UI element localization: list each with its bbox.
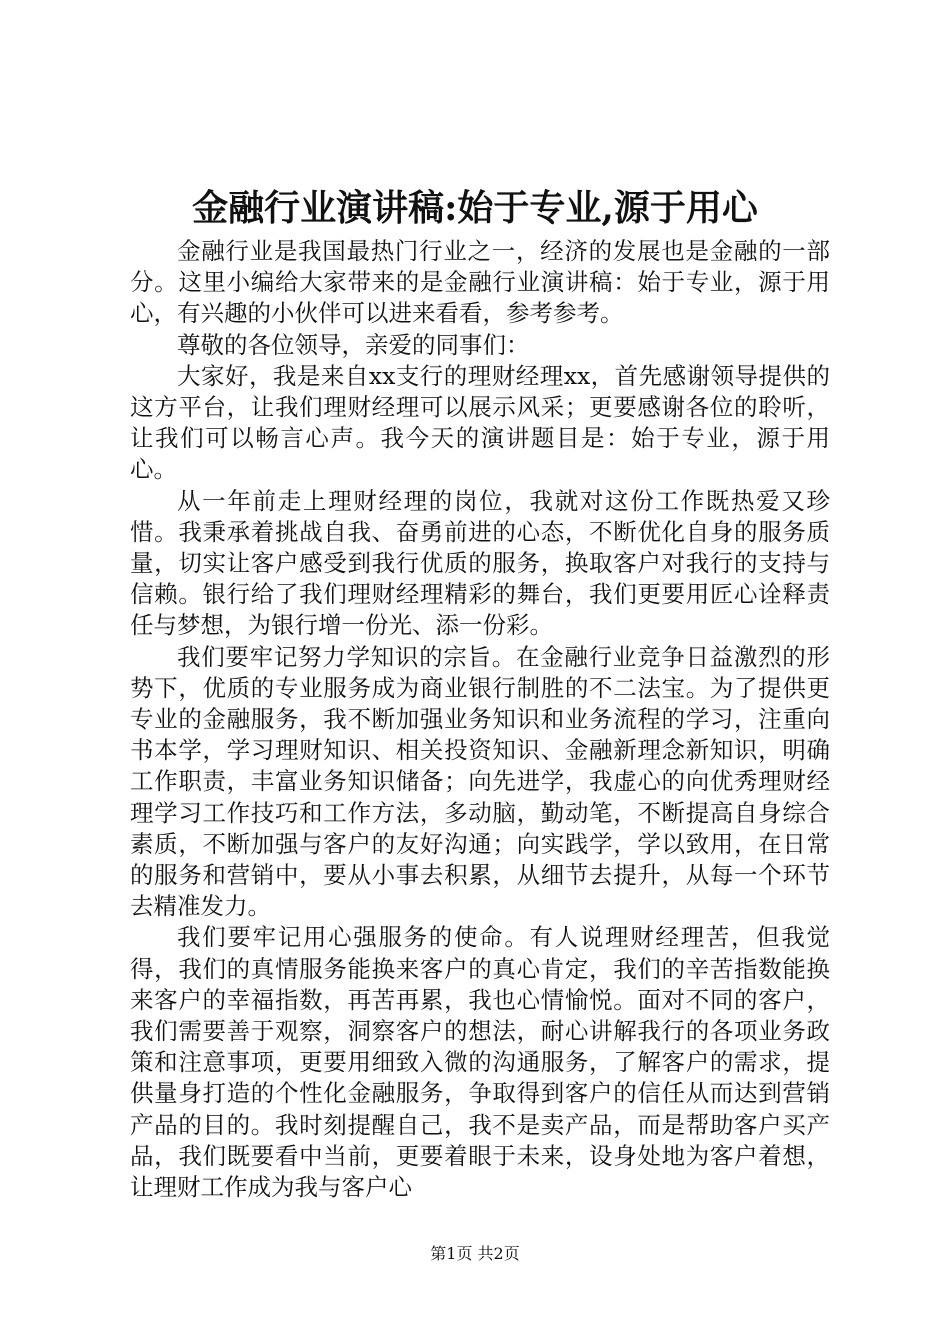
paragraph-salutation: 尊敬的各位领导，亲爱的同事们： — [177, 330, 530, 359]
paragraph-career: 从一年前走上理财经理的岗位，我就对这份工作既热爱又珍惜。我秉承着挑战自我、奋勇前进的心态，不断优化自身的服务质量，切实让客户感受到我行优质的服务，换取客户对我行的支持与信赖。银行给了我们理财经理精彩的舞台，我们更要用匠心诠释责任与梦想，为银行增一份光、添一份彩。 — [130, 486, 830, 640]
paragraph-intro: 金融行业是我国最热门行业之一，经济的发展也是金融的一部分。这里小编给大家带来的是金融行业演讲稿：始于专业，源于用心，有兴趣的小伙伴可以进来看看，参考参考。 — [130, 237, 830, 328]
page-footer: 第1页 共2页 — [430, 1244, 520, 1263]
paragraph-knowledge: 我们要牢记努力学知识的宗旨。在金融行业竞争日益激烈的形势下，优质的专业服务成为商业银行制胜的不二法宝。为了提供更专业的金融服务，我不断加强业务知识和业务流程的学习，注重向书本学，学习理财知识、相关投资知识、金融新理念新知识，明确工作职责，丰富业务知识储备；向先进学，我虚心的向优秀理财经理学习工作技巧和工作方法，多动脑，勤动笔，不断提高自身综合素质，不断加强与客户的友好沟通；向实践学，学以致用，在日常的服务和营销中，要从小事去积累，从细节去提升，从每一个环节去精准发力。 — [130, 642, 830, 921]
paragraph-service: 我们要牢记用心强服务的使命。有人说理财经理苦，但我觉得，我们的真情服务能换来客户的真心肯定，我们的辛苦指数能换来客户的幸福指数，再苦再累，我也心情愉悦。面对不同的客户，我们需要善于观察，洞察客户的想法，耐心讲解我行的各项业务政策和注意事项，更要用细致入微的沟通服务，了解客户的需求，提供量身打造的个性化金融服务，争取得到客户的信任从而达到营销产品的目的。我时刻提醒自己，我不是卖产品，而是帮助客户买产品，我们既要看中当前，更要着眼于未来，设身处地为客户着想，让理财工作成为我与客户心 — [130, 923, 830, 1202]
document-body — [130, 236, 830, 1203]
document-title: 金融行业演讲稿:始于专业,源于用心 — [192, 187, 758, 229]
paragraph-greeting: 大家好，我是来自xx支行的理财经理xx，首先感谢领导提供的这方平台，让我们理财经理可以展示风采；更要感谢各位的聆听，让我们可以畅言心声。我今天的演讲题目是：始于专业，源于用心。 — [130, 361, 830, 484]
